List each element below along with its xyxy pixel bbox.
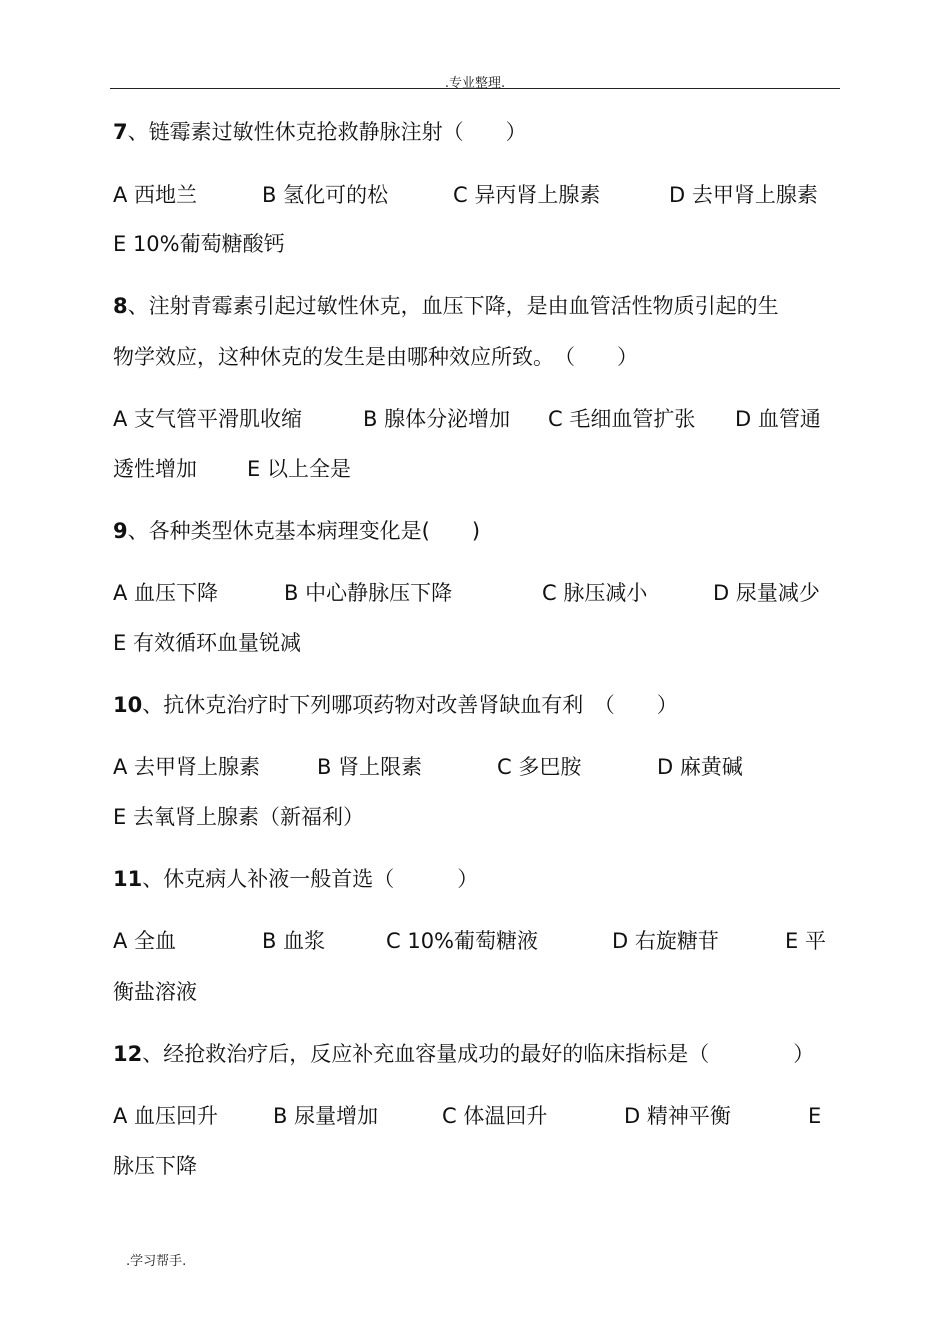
option-d-cont: 透性增加 [113,457,197,481]
option-b: B 氢化可的松 [262,183,389,207]
question-8-stem [113,289,838,323]
question-number: 10 [113,693,143,717]
question-stem-text: 、抗休克治疗时下列哪项药物对改善肾缺血有利 （ ） [142,693,678,717]
question-11-options-1 [113,924,838,958]
question-8-stem-cont [113,340,838,374]
question-number: 7 [113,120,128,144]
question-12-options-2 [113,1149,838,1183]
option-e: E 10%葡萄糖酸钙 [113,232,285,256]
question-11-stem [113,862,838,896]
page-header: .专业整理. [444,76,506,91]
question-stem-text: 、各种类型休克基本病理变化是( ) [127,519,481,543]
page-footer: .学习帮手. [126,1254,187,1269]
option-a: A 支气管平滑肌收缩 [113,407,303,431]
option-e: E 有效循环血量锐减 [113,631,301,655]
question-number: 11 [113,867,143,891]
option-e: E 以上全是 [247,457,351,481]
option-d: D 麻黄碱 [657,755,743,779]
option-b: B 血浆 [262,929,326,953]
option-c: C 体温回升 [442,1104,548,1128]
header-rule [110,88,840,89]
option-b: B 尿量增加 [273,1104,379,1128]
question-7-options-2 [113,227,838,261]
question-7-stem [113,115,838,149]
question-8-options-1 [113,402,838,436]
option-c: C 10%葡萄糖液 [386,929,539,953]
option-c: C 脉压减小 [542,581,648,605]
option-c: C 异丙肾上腺素 [453,183,601,207]
option-b: B 肾上限素 [317,755,423,779]
question-11-options-2 [113,975,838,1009]
option-e: E 平 [785,929,826,953]
question-7-options-1 [113,178,838,212]
question-number: 8 [113,294,128,318]
option-d: D 血管通 [735,407,821,431]
question-12-stem [113,1037,838,1071]
option-c: C 毛细血管扩张 [548,407,696,431]
question-8-options-2 [113,452,838,486]
option-d: D 尿量减少 [713,581,820,605]
question-12-options-1 [113,1099,838,1133]
option-a: A 血压回升 [113,1104,219,1128]
option-a: A 血压下降 [113,581,219,605]
option-d: D 去甲肾上腺素 [669,183,818,207]
option-d: D 精神平衡 [624,1104,731,1128]
option-e-cont: 衡盐溶液 [113,980,197,1004]
question-9-options-1 [113,576,838,610]
question-stem-text: 、休克病人补液一般首选（ ） [142,867,479,891]
question-number: 9 [113,519,128,543]
option-d: D 右旋糖苷 [612,929,719,953]
option-b: B 中心静脉压下降 [284,581,453,605]
option-a: A 全血 [113,929,177,953]
option-e: E 去氧肾上腺素（新福利） [113,805,364,829]
option-e: E [808,1104,822,1128]
option-c: C 多巴胺 [497,755,582,779]
question-stem-text: 、链霉素过敏性休克抢救静脉注射（ ） [127,120,527,144]
question-10-options-1 [113,750,838,784]
question-10-stem [113,688,838,722]
question-stem-text: 、经抢救治疗后，反应补充血容量成功的最好的临床指标是（ ） [142,1042,815,1066]
question-stem-text: 物学效应，这种休克的发生是由哪种效应所致。 （ ） [113,345,638,369]
option-e-cont: 脉压下降 [113,1154,197,1178]
option-b: B 腺体分泌增加 [363,407,511,431]
question-number: 12 [113,1042,143,1066]
option-a: A 去甲肾上腺素 [113,755,261,779]
question-9-stem [113,514,838,548]
option-a: A 西地兰 [113,183,198,207]
question-stem-text: 、注射青霉素引起过敏性休克，血压下降，是由血管活性物质引起的生 [127,294,779,318]
question-9-options-2 [113,626,838,660]
question-10-options-2 [113,800,838,834]
